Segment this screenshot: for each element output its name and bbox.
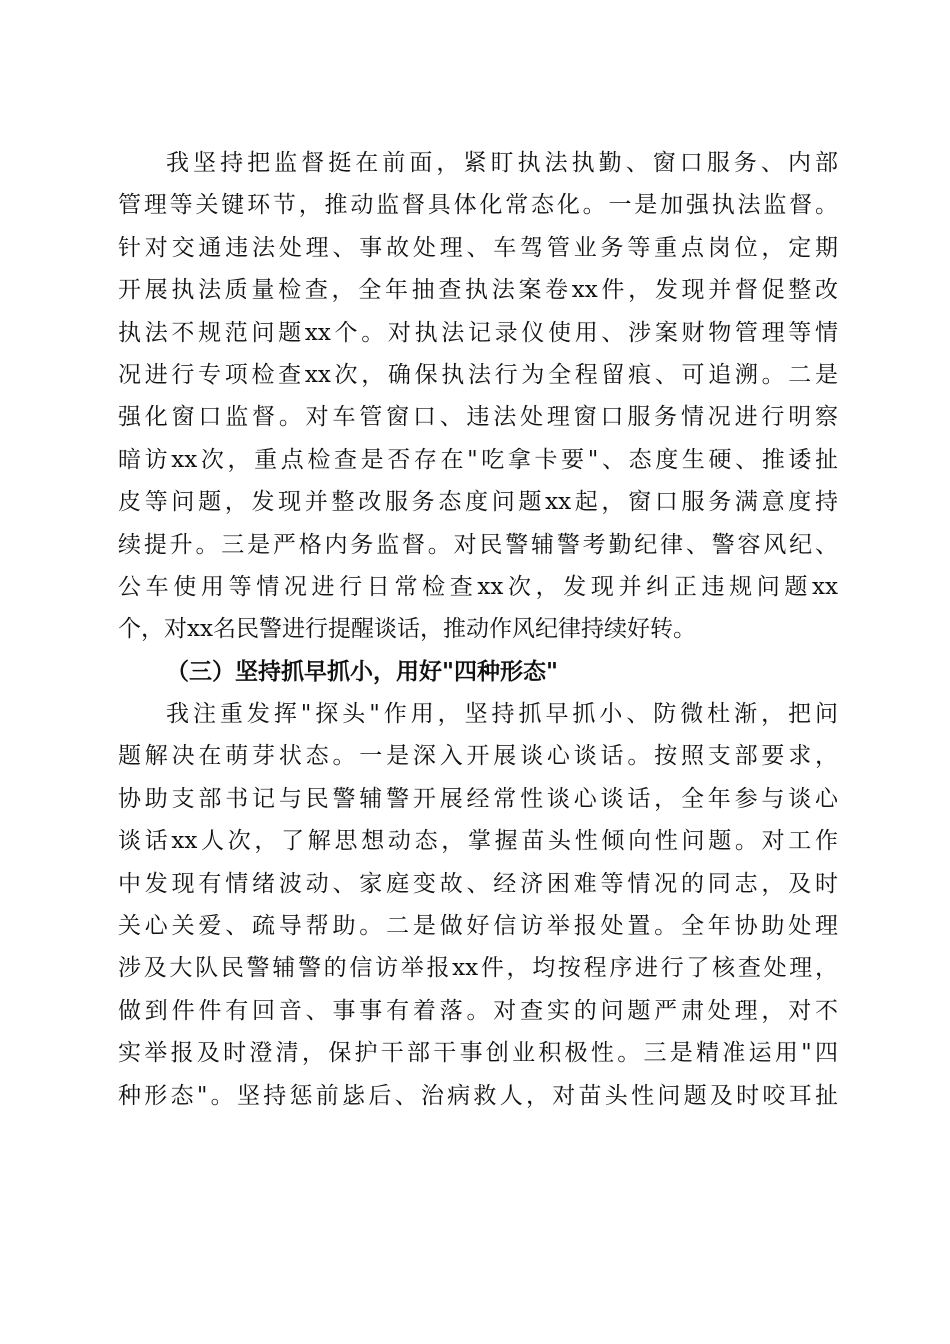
paragraph-line: 针对交通违法处理、事故处理、车驾管业务等重点岗位，定期 <box>118 234 838 261</box>
paragraph-line: 个，对xx名民警进行提醒谈话，推动作风纪律持续好转。 <box>118 616 696 643</box>
paragraph-line: 开展执法质量检查，全年抽查执法案卷xx件，发现并督促整改 <box>118 277 838 304</box>
paragraph-line: 况进行专项检查xx次，确保执法行为全程留痕、可追溯。二是 <box>118 361 838 388</box>
paragraph-line: 涉及大队民警辅警的信访举报xx件，均按程序进行了核查处理， <box>118 955 838 982</box>
paragraph-line: 协助支部书记与民警辅警开展经常性谈心谈话，全年参与谈心 <box>118 785 838 812</box>
paragraph-line: 题解决在萌芽状态。一是深入开展谈心谈话。按照支部要求， <box>118 743 838 770</box>
paragraph-line: 实举报及时澄清，保护干部干事创业积极性。三是精准运用"四 <box>118 1040 838 1067</box>
document-body <box>118 142 838 1117</box>
paragraph-line: 中发现有情绪波动、家庭变故、经济困难等情况的同志，及时 <box>118 870 838 897</box>
paragraph-line: 关心关爱、疏导帮助。二是做好信访举报处置。全年协助处理 <box>118 913 838 940</box>
paragraph-four-forms <box>118 693 838 1117</box>
paragraph-line: 暗访xx次，重点检查是否存在"吃拿卡要"、态度生硬、推诿扯 <box>118 446 838 473</box>
paragraph-supervision <box>118 142 838 651</box>
paragraph-line: 做到件件有回音、事事有着落。对查实的问题严肃处理，对不 <box>118 997 838 1024</box>
paragraph-line: 谈话xx人次，了解思想动态，掌握苗头性倾向性问题。对工作 <box>118 828 838 855</box>
paragraph-line: 公车使用等情况进行日常检查xx次，发现并纠正违规问题xx <box>118 573 838 600</box>
paragraph-line: 续提升。三是严格内务监督。对民警辅警考勤纪律、警容风纪、 <box>118 531 838 558</box>
paragraph-line: 我坚持把监督挺在前面，紧盯执法执勤、窗口服务、内部 <box>166 150 838 176</box>
section-heading: （三）坚持抓早抓小，用好"四种形态" <box>166 657 558 685</box>
paragraph-line: 皮等问题，发现并整改服务态度问题xx起，窗口服务满意度持 <box>118 489 838 516</box>
paragraph-line: 强化窗口监督。对车管窗口、违法处理窗口服务情况进行明察 <box>118 404 838 431</box>
paragraph-line: 执法不规范问题xx个。对执法记录仪使用、涉案财物管理等情 <box>118 319 838 346</box>
paragraph-line: 种形态"。坚持惩前毖后、治病救人，对苗头性问题及时咬耳扯 <box>118 1082 838 1109</box>
paragraph-line: 我注重发挥"探头"作用，坚持抓早抓小、防微杜渐，把问 <box>166 701 838 728</box>
paragraph-line: 管理等关键环节，推动监督具体化常态化。一是加强执法监督。 <box>118 192 838 219</box>
